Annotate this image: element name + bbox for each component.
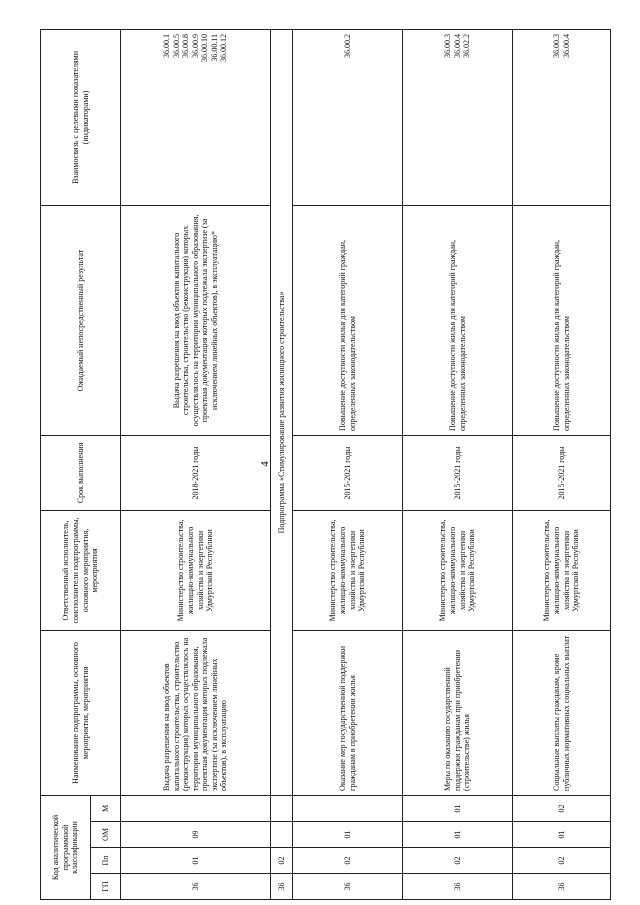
indicator: 36.00.11 (209, 33, 219, 62)
indicator: 36.00.8 (181, 33, 191, 58)
indicator: 36.02.2 (462, 33, 472, 58)
cell-om: 01 (513, 822, 611, 848)
cell-pp: 02 (513, 848, 611, 874)
cell-indicators (513, 29, 611, 205)
cell-term: 2018-2021 годы (121, 435, 271, 510)
subprogram-row (271, 29, 293, 899)
cell-executor: Министерство строительства, жилищно-коммунального хозяйства и энергетики Удмуртской Республики (403, 510, 513, 630)
header-name: Наименование подпрограммы, основного мероприятия, мероприятия (41, 630, 121, 795)
cell-om: 01 (293, 822, 403, 848)
cell-om: 01 (403, 822, 513, 848)
indicator: 36.00.1 (161, 33, 171, 58)
cell-result: Повышение доступности жилья для категорий граждан, определенных законодательством (403, 205, 513, 435)
indicator: 36.00.12 (219, 33, 229, 62)
cell-name: Выдача разрешения на ввод объектов капитального строительства, строительство (реконструкция) которых осуществлялось на территории муниципального образования, проектная документация которых подлежала экспертизе (за исключением линейных объектов), в эксплуатацию (121, 630, 271, 795)
cell-executor: Министерство строительства, жилищно-коммунального хозяйства и энергетики Удмуртской Республики (121, 510, 271, 630)
cell-term: 2015-2021 годы (293, 435, 403, 510)
header-pp: Пп (91, 848, 121, 874)
table-row (121, 29, 271, 899)
cell-indicators (121, 29, 271, 205)
rotated-table-container (40, 30, 610, 900)
cell-gp: 36 (293, 874, 403, 900)
indicator: 36.00.3 (551, 33, 561, 58)
table-row (293, 29, 403, 899)
table-row (513, 29, 611, 899)
indicator: 36.00.2 (342, 33, 352, 58)
cell-pp: 02 (403, 848, 513, 874)
cell-name: Социальные выплаты гражданам, кроме публичных нормативных социальных выплат (513, 630, 611, 795)
cell-m (121, 795, 271, 821)
cell-executor: Министерство строительства, жилищно-коммунального хозяйства и энергетики Удмуртской Республики (293, 510, 403, 630)
cell-name: Меры по оказанию государственной поддержки гражданам при приобретении (строительстве) жилья (403, 630, 513, 795)
cell-result: Повышение доступности жилья для категорий граждан, определенных законодательством (513, 205, 611, 435)
header-code-group: Код аналитической программной классификации (41, 795, 91, 899)
cell-indicators (293, 29, 403, 205)
cell-pp: 02 (293, 848, 403, 874)
cell-gp: 36 (513, 874, 611, 900)
header-m: М (91, 795, 121, 821)
cell-term: 2015-2021 годы (513, 435, 611, 510)
indicator: 36.00.5 (171, 33, 181, 58)
indicator: 36.00.4 (561, 33, 571, 58)
cell-m: 02 (513, 795, 611, 821)
cell-result: Выдача разрешения на ввод объектов капитального строительства, строительство (реконструкция) которых осуществлялось на территории муниципального образования, проектная документация которых подлежала экспертизе (за исключением линейных объектов), в эксплуатацию* (121, 205, 271, 435)
cell-pp: 01 (121, 848, 271, 874)
cell-m (293, 795, 403, 821)
cell-m (271, 795, 293, 821)
indicator: 36.00.4 (452, 33, 462, 58)
cell-m: 01 (403, 795, 513, 821)
indicator: 36.00.10 (200, 33, 210, 62)
cell-gp: 36 (271, 874, 293, 900)
header-result: Ожидаемый непосредственный результат (41, 205, 121, 435)
cell-gp: 36 (403, 874, 513, 900)
cell-om: 09 (121, 822, 271, 848)
indicator: 36.00.3 (443, 33, 453, 58)
page-number: 4 (258, 461, 271, 467)
header-term: Срок выполнения (41, 435, 121, 510)
cell-result: Повышение доступности жилья для категорий граждан, определенных законодательством (293, 205, 403, 435)
header-row-1 (41, 29, 91, 899)
cell-pp: 02 (271, 848, 293, 874)
header-relation: Взаимосвязь с целевыми показателями (индикаторами) (41, 29, 121, 205)
cell-executor: Министерство строительства, жилищно-коммунального хозяйства и энергетики Удмуртской Республики (513, 510, 611, 630)
cell-term: 2015-2021 годы (403, 435, 513, 510)
header-om: ОМ (91, 822, 121, 848)
subprogram-title: Подпрограмма «Стимулирование развития жилищного строительства» (271, 29, 293, 795)
program-table (40, 29, 611, 900)
table-row (403, 29, 513, 899)
cell-name: Оказание мер государственной поддержки гражданам в приобретении жилья (293, 630, 403, 795)
header-gp: ГП (91, 874, 121, 900)
cell-gp: 36 (121, 874, 271, 900)
cell-om (271, 822, 293, 848)
indicator: 36.00.9 (190, 33, 200, 58)
cell-indicators (403, 29, 513, 205)
header-executor: Ответственный исполнитель, соисполнители подпрограммы, основного мероприятия, мероприятия (41, 510, 121, 630)
